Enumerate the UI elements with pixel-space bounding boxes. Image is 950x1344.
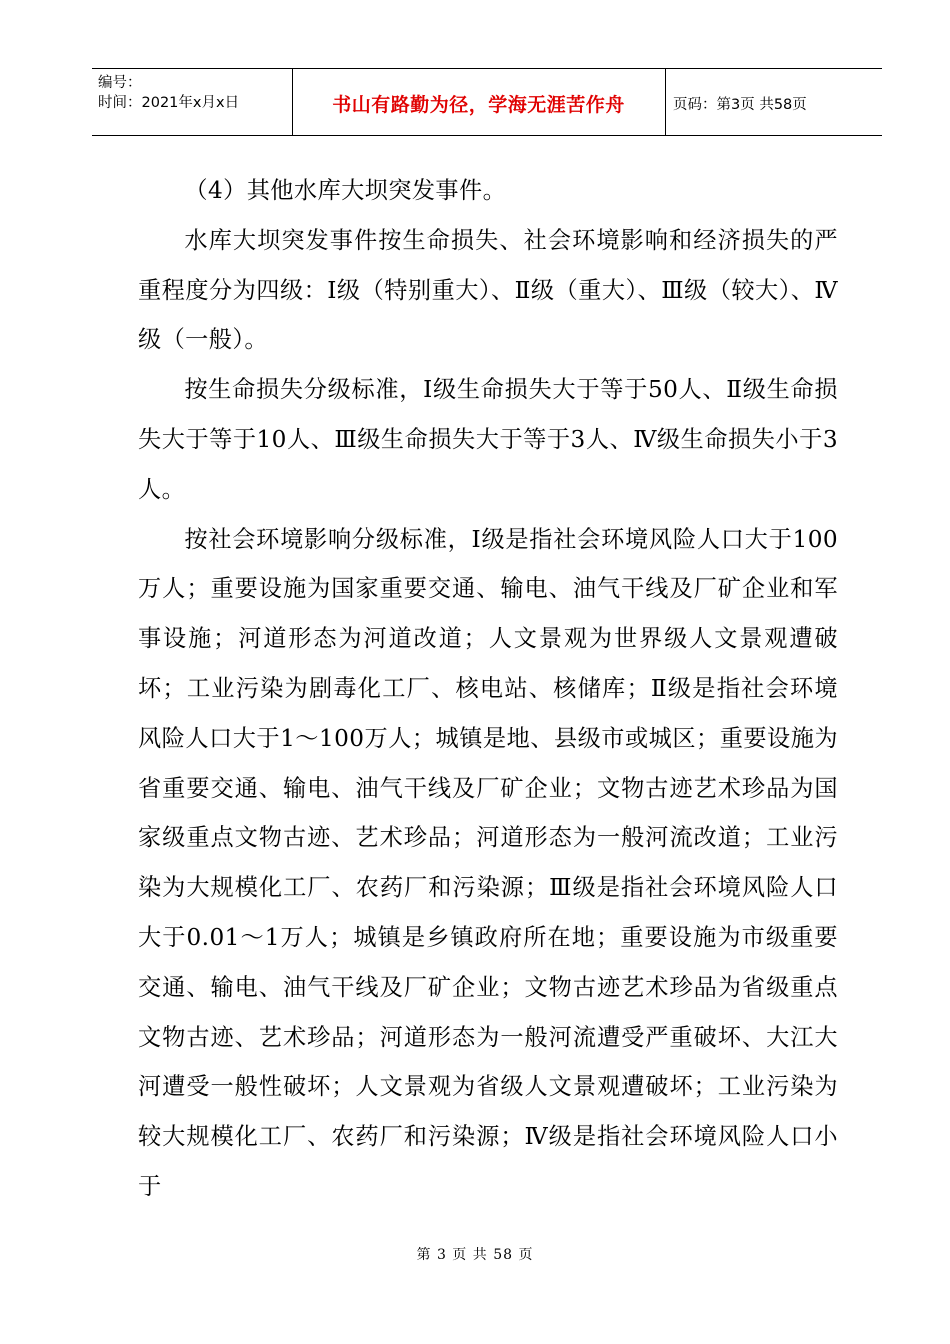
document-time-label: 时间：2021年x月x日 [98,95,240,111]
header-page-number: 页码：第3页 共58页 [673,97,807,113]
document-body [138,166,838,1212]
page-footer: 第 3 页 共 58 页 [416,1247,534,1263]
header-meta [98,73,239,113]
document-number-label: 编号： [98,75,142,91]
header-divider [665,68,666,136]
body-paragraph: （4）其他水库大坝突发事件。 [184,177,507,204]
body-paragraph: 按社会环境影响分级标准，Ⅰ级是指社会环境风险人口大于100万人；重要设施为国家重要交通、输电、油气干线及厂矿企业和军事设施；河道形态为河道改道；人文景观为世界级人文景观遭破坏；工业污染为剧毒化工厂、核电站、核储库；Ⅱ级是指社会环境风险人口大于1～100万人；城镇是地、县级市或城区；重要设施为省重要交通、输电、油气干线及厂矿企业；文物古迹艺术珍品为国家级重点文物古迹、艺术珍品；河道形态为一般河流改道；工业污染为大规模化工厂、农药厂和污染源；Ⅲ级是指社会环境风险人口大于0.01～1万人；城镇是乡镇政府所在地；重要设施为市级重要交通、输电、油气干线及厂矿企业；文物古迹艺术珍品为省级重点文物古迹、艺术珍品；河道形态为一般河流遭受严重破坏、大江大河遭受一般性破坏；人文景观为省级人文景观遭破坏；工业污染为较大规模化工厂、农药厂和污染源；Ⅳ级是指社会环境风险人口小于 [138,525,838,1200]
header-bottom-rule [92,135,882,136]
body-paragraph: 按生命损失分级标准，Ⅰ级生命损失大于等于50人、Ⅱ级生命损失大于等于10人、Ⅲ级生命损失大于等于3人、Ⅳ级生命损失小于3人。 [138,376,838,503]
body-paragraph: 水库大坝突发事件按生命损失、社会环境影响和经济损失的严重程度分为四级：Ⅰ级（特别重大）、Ⅱ级（重大）、Ⅲ级（较大）、Ⅳ级（一般）。 [138,226,838,354]
header-motto: 书山有路勤为径，学海无涯苦作舟 [332,94,625,116]
header-top-rule [92,68,882,69]
page-header [92,68,882,136]
